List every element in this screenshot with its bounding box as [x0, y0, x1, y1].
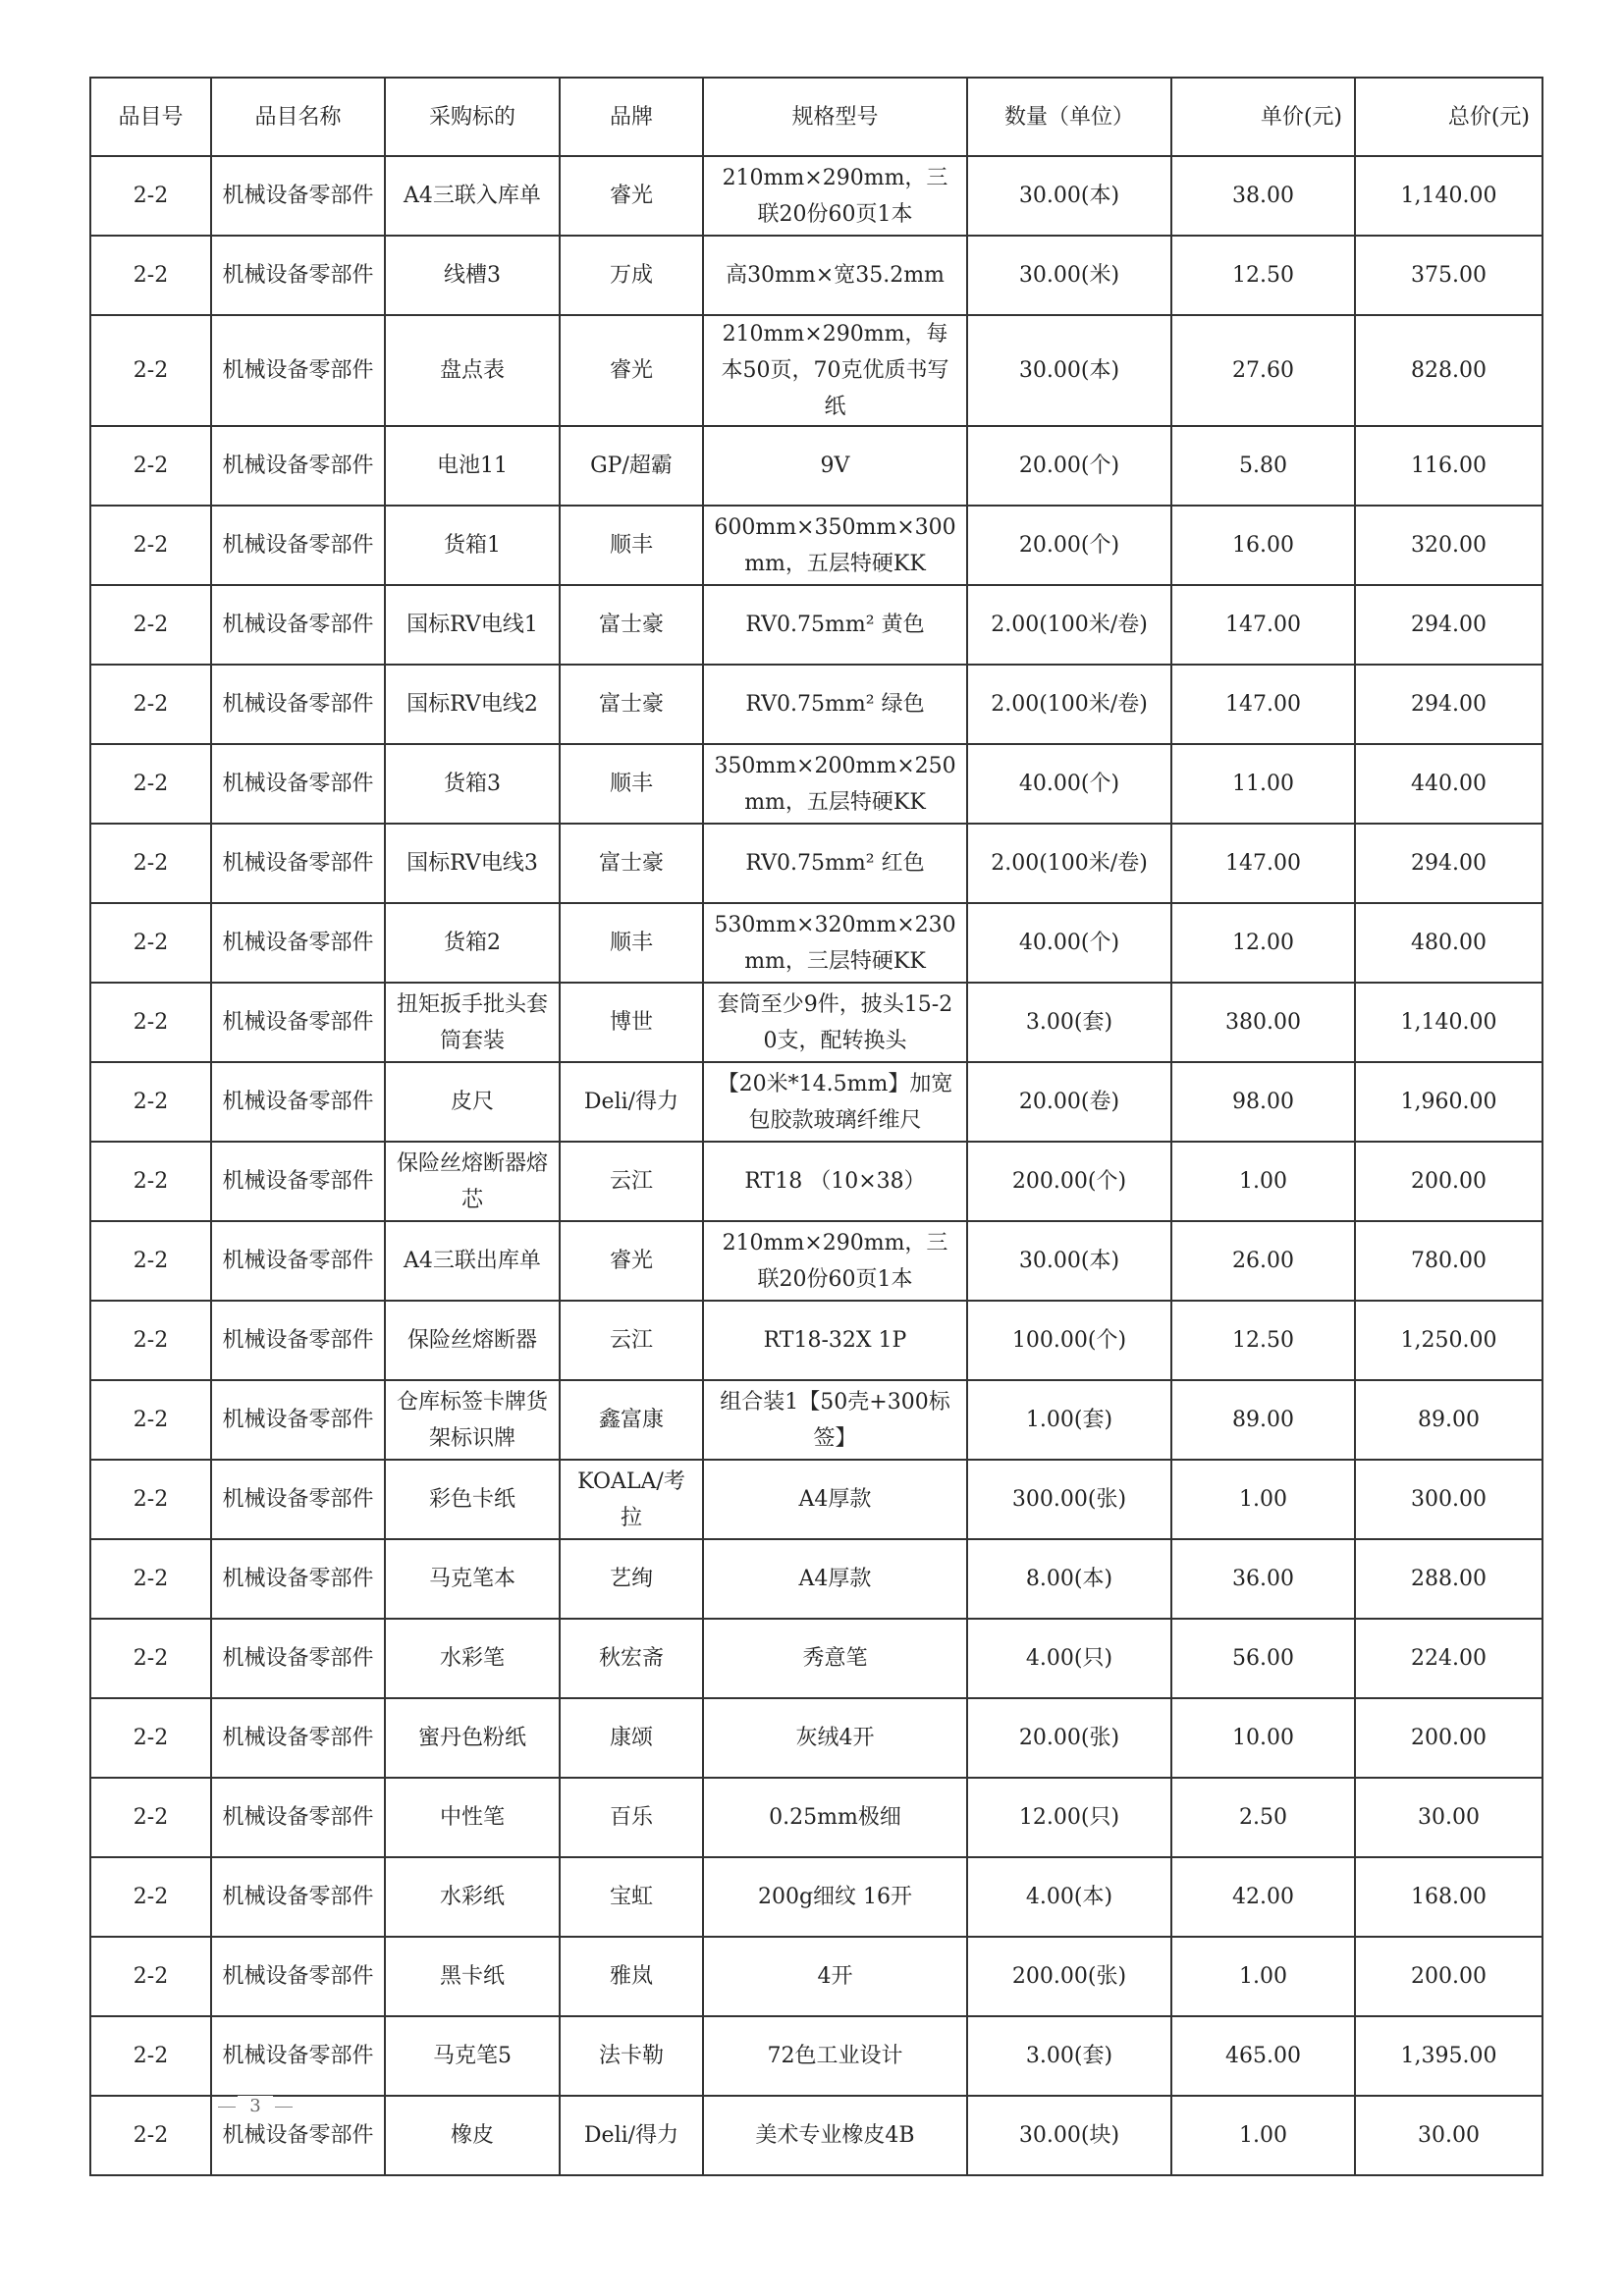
cell-purchase-item: 黑卡纸: [385, 1937, 560, 2016]
cell-total-price: 30.00: [1355, 2096, 1542, 2175]
cell-unit-price: 89.00: [1171, 1380, 1355, 1460]
header-item-category: 品目名称: [211, 78, 385, 156]
cell-purchase-item: 马克笔5: [385, 2016, 560, 2096]
cell-purchase-item: 仓库标签卡牌货架标识牌: [385, 1380, 560, 1460]
cell-brand: 万成: [560, 236, 703, 315]
table-row: [90, 1380, 1542, 1460]
cell-item-category: 机械设备零部件: [211, 1698, 385, 1778]
cell-item-category: 机械设备零部件: [211, 2016, 385, 2096]
cell-purchase-item: 保险丝熔断器: [385, 1301, 560, 1380]
cell-purchase-item: 水彩笔: [385, 1619, 560, 1698]
cell-purchase-item: 国标RV电线1: [385, 585, 560, 665]
cell-brand: 富士豪: [560, 665, 703, 744]
cell-item-category: 机械设备零部件: [211, 983, 385, 1062]
cell-item-code: 2-2: [90, 1301, 211, 1380]
cell-quantity: 200.00(张): [967, 1937, 1171, 2016]
cell-total-price: 200.00: [1355, 1937, 1542, 2016]
cell-total-price: 440.00: [1355, 744, 1542, 824]
cell-total-price: 1,960.00: [1355, 1062, 1542, 1142]
table-row: [90, 1142, 1542, 1221]
cell-brand: 雅岚: [560, 1937, 703, 2016]
cell-unit-price: 380.00: [1171, 983, 1355, 1062]
cell-total-price: 200.00: [1355, 1698, 1542, 1778]
cell-spec: 600mm×350mm×300mm，五层特硬KK: [703, 506, 967, 585]
table-row: [90, 903, 1542, 983]
procurement-table: [89, 77, 1543, 2176]
cell-brand: 云江: [560, 1301, 703, 1380]
table-row: [90, 236, 1542, 315]
cell-unit-price: 12.00: [1171, 903, 1355, 983]
cell-item-code: 2-2: [90, 156, 211, 236]
cell-unit-price: 147.00: [1171, 665, 1355, 744]
cell-spec: 72色工业设计: [703, 2016, 967, 2096]
cell-item-code: 2-2: [90, 1460, 211, 1539]
table-row: [90, 1460, 1542, 1539]
cell-brand: 艺绚: [560, 1539, 703, 1619]
cell-total-price: 288.00: [1355, 1539, 1542, 1619]
cell-spec: A4厚款: [703, 1460, 967, 1539]
cell-item-category: 机械设备零部件: [211, 1142, 385, 1221]
cell-quantity: 30.00(块): [967, 2096, 1171, 2175]
cell-quantity: 40.00(个): [967, 744, 1171, 824]
cell-spec: 灰绒4开: [703, 1698, 967, 1778]
cell-unit-price: 1.00: [1171, 1460, 1355, 1539]
table-row: [90, 156, 1542, 236]
cell-unit-price: 42.00: [1171, 1857, 1355, 1937]
table-row: [90, 824, 1542, 903]
cell-brand: 睿光: [560, 1221, 703, 1301]
cell-item-code: 2-2: [90, 1380, 211, 1460]
cell-item-code: 2-2: [90, 1142, 211, 1221]
header-spec: 规格型号: [703, 78, 967, 156]
cell-unit-price: 1.00: [1171, 2096, 1355, 2175]
cell-purchase-item: 国标RV电线3: [385, 824, 560, 903]
cell-unit-price: 36.00: [1171, 1539, 1355, 1619]
cell-spec: 200g细纹 16开: [703, 1857, 967, 1937]
cell-item-category: 机械设备零部件: [211, 585, 385, 665]
table-row: [90, 506, 1542, 585]
cell-unit-price: 147.00: [1171, 585, 1355, 665]
cell-item-code: 2-2: [90, 665, 211, 744]
table-row: [90, 1221, 1542, 1301]
cell-spec: RV0.75mm² 红色: [703, 824, 967, 903]
cell-unit-price: 2.50: [1171, 1778, 1355, 1857]
cell-spec: 套筒至少9件，披头15-20支，配转换头: [703, 983, 967, 1062]
header-row: [90, 78, 1542, 156]
header-total-price: 总价(元): [1355, 78, 1542, 156]
cell-total-price: 30.00: [1355, 1778, 1542, 1857]
cell-spec: 秀意笔: [703, 1619, 967, 1698]
cell-brand: 鑫富康: [560, 1380, 703, 1460]
cell-spec: 530mm×320mm×230mm，三层特硬KK: [703, 903, 967, 983]
cell-total-price: 828.00: [1355, 315, 1542, 426]
cell-item-code: 2-2: [90, 506, 211, 585]
cell-purchase-item: 电池11: [385, 426, 560, 506]
cell-item-code: 2-2: [90, 426, 211, 506]
cell-total-price: 1,395.00: [1355, 2016, 1542, 2096]
cell-quantity: 3.00(套): [967, 2016, 1171, 2096]
cell-purchase-item: 国标RV电线2: [385, 665, 560, 744]
cell-quantity: 2.00(100米/卷): [967, 824, 1171, 903]
cell-spec: 0.25mm极细: [703, 1778, 967, 1857]
cell-unit-price: 5.80: [1171, 426, 1355, 506]
cell-brand: GP/超霸: [560, 426, 703, 506]
cell-unit-price: 56.00: [1171, 1619, 1355, 1698]
cell-item-category: 机械设备零部件: [211, 1539, 385, 1619]
table-row: [90, 1937, 1542, 2016]
table-row: [90, 1301, 1542, 1380]
header-unit-price: 单价(元): [1171, 78, 1355, 156]
cell-quantity: 8.00(本): [967, 1539, 1171, 1619]
header-item-code: 品目号: [90, 78, 211, 156]
cell-total-price: 116.00: [1355, 426, 1542, 506]
cell-item-code: 2-2: [90, 824, 211, 903]
cell-quantity: 20.00(个): [967, 426, 1171, 506]
header-purchase-item: 采购标的: [385, 78, 560, 156]
cell-item-category: 机械设备零部件: [211, 744, 385, 824]
cell-quantity: 4.00(只): [967, 1619, 1171, 1698]
cell-unit-price: 147.00: [1171, 824, 1355, 903]
cell-spec: RT18-32X 1P: [703, 1301, 967, 1380]
cell-item-code: 2-2: [90, 236, 211, 315]
cell-item-category: 机械设备零部件: [211, 1062, 385, 1142]
cell-item-code: 2-2: [90, 1778, 211, 1857]
cell-brand: 康颂: [560, 1698, 703, 1778]
cell-total-price: 375.00: [1355, 236, 1542, 315]
cell-item-category: 机械设备零部件: [211, 1460, 385, 1539]
cell-item-category: 机械设备零部件: [211, 1937, 385, 2016]
cell-brand: KOALA/考拉: [560, 1460, 703, 1539]
cell-brand: 宝虹: [560, 1857, 703, 1937]
cell-unit-price: 98.00: [1171, 1062, 1355, 1142]
table-row: [90, 983, 1542, 1062]
cell-item-category: 机械设备零部件: [211, 426, 385, 506]
cell-quantity: 20.00(卷): [967, 1062, 1171, 1142]
cell-item-category: 机械设备零部件: [211, 1619, 385, 1698]
cell-item-category: 机械设备零部件: [211, 1380, 385, 1460]
cell-item-code: 2-2: [90, 2096, 211, 2175]
cell-item-category: 机械设备零部件: [211, 665, 385, 744]
cell-brand: 顺丰: [560, 903, 703, 983]
cell-quantity: 20.00(个): [967, 506, 1171, 585]
cell-total-price: 1,140.00: [1355, 983, 1542, 1062]
cell-spec: 210mm×290mm，三联20份60页1本: [703, 156, 967, 236]
table-row: [90, 1619, 1542, 1698]
cell-item-code: 2-2: [90, 903, 211, 983]
cell-item-code: 2-2: [90, 1857, 211, 1937]
cell-total-price: 300.00: [1355, 1460, 1542, 1539]
cell-quantity: 40.00(个): [967, 903, 1171, 983]
cell-spec: 【20米*14.5mm】加宽包胶款玻璃纤维尺: [703, 1062, 967, 1142]
cell-item-code: 2-2: [90, 315, 211, 426]
cell-item-category: 机械设备零部件: [211, 236, 385, 315]
cell-item-category: 机械设备零部件: [211, 1778, 385, 1857]
cell-quantity: 30.00(本): [967, 156, 1171, 236]
cell-item-category: 机械设备零部件: [211, 824, 385, 903]
cell-total-price: 89.00: [1355, 1380, 1542, 1460]
cell-brand: 秋宏斋: [560, 1619, 703, 1698]
cell-unit-price: 16.00: [1171, 506, 1355, 585]
cell-brand: 富士豪: [560, 824, 703, 903]
cell-brand: 百乐: [560, 1778, 703, 1857]
cell-unit-price: 27.60: [1171, 315, 1355, 426]
cell-item-code: 2-2: [90, 1221, 211, 1301]
cell-quantity: 200.00(个): [967, 1142, 1171, 1221]
cell-item-code: 2-2: [90, 1698, 211, 1778]
cell-unit-price: 38.00: [1171, 156, 1355, 236]
table-row: [90, 1698, 1542, 1778]
cell-total-price: 294.00: [1355, 585, 1542, 665]
cell-spec: 高30mm×宽35.2mm: [703, 236, 967, 315]
cell-item-code: 2-2: [90, 2016, 211, 2096]
cell-item-code: 2-2: [90, 1619, 211, 1698]
cell-quantity: 1.00(套): [967, 1380, 1171, 1460]
cell-purchase-item: 水彩纸: [385, 1857, 560, 1937]
cell-quantity: 30.00(本): [967, 1221, 1171, 1301]
cell-unit-price: 10.00: [1171, 1698, 1355, 1778]
cell-spec: 组合装1【50壳+300标签】: [703, 1380, 967, 1460]
header-quantity: 数量（单位）: [967, 78, 1171, 156]
cell-spec: 350mm×200mm×250mm，五层特硬KK: [703, 744, 967, 824]
cell-brand: 富士豪: [560, 585, 703, 665]
cell-unit-price: 12.50: [1171, 236, 1355, 315]
cell-total-price: 168.00: [1355, 1857, 1542, 1937]
cell-purchase-item: 货箱1: [385, 506, 560, 585]
cell-total-price: 480.00: [1355, 903, 1542, 983]
cell-brand: 睿光: [560, 315, 703, 426]
cell-total-price: 294.00: [1355, 824, 1542, 903]
cell-total-price: 294.00: [1355, 665, 1542, 744]
cell-purchase-item: 盘点表: [385, 315, 560, 426]
table-row: [90, 744, 1542, 824]
table-row: [90, 1539, 1542, 1619]
cell-total-price: 200.00: [1355, 1142, 1542, 1221]
cell-item-category: 机械设备零部件: [211, 1857, 385, 1937]
cell-unit-price: 1.00: [1171, 1937, 1355, 2016]
cell-purchase-item: 保险丝熔断器熔芯: [385, 1142, 560, 1221]
page-number: 3: [238, 2096, 273, 2117]
cell-quantity: 100.00(个): [967, 1301, 1171, 1380]
cell-quantity: 30.00(米): [967, 236, 1171, 315]
cell-item-code: 2-2: [90, 1062, 211, 1142]
cell-purchase-item: 皮尺: [385, 1062, 560, 1142]
cell-quantity: 2.00(100米/卷): [967, 585, 1171, 665]
table-row: [90, 585, 1542, 665]
table-row: [90, 2016, 1542, 2096]
cell-purchase-item: 货箱2: [385, 903, 560, 983]
cell-brand: 顺丰: [560, 744, 703, 824]
cell-spec: 210mm×290mm，每本50页，70克优质书写纸: [703, 315, 967, 426]
cell-brand: Deli/得力: [560, 2096, 703, 2175]
table-body: [90, 156, 1542, 2175]
cell-item-category: 机械设备零部件: [211, 1221, 385, 1301]
cell-brand: 博世: [560, 983, 703, 1062]
cell-item-code: 2-2: [90, 983, 211, 1062]
cell-item-category: 机械设备零部件: [211, 2096, 385, 2175]
table-row: [90, 2096, 1542, 2175]
cell-item-category: 机械设备零部件: [211, 903, 385, 983]
cell-total-price: 1,140.00: [1355, 156, 1542, 236]
cell-total-price: 1,250.00: [1355, 1301, 1542, 1380]
header-brand: 品牌: [560, 78, 703, 156]
table-row: [90, 665, 1542, 744]
table-row: [90, 1062, 1542, 1142]
cell-unit-price: 465.00: [1171, 2016, 1355, 2096]
cell-quantity: 4.00(本): [967, 1857, 1171, 1937]
cell-quantity: 12.00(只): [967, 1778, 1171, 1857]
cell-quantity: 20.00(张): [967, 1698, 1171, 1778]
cell-purchase-item: 货箱3: [385, 744, 560, 824]
cell-brand: 顺丰: [560, 506, 703, 585]
cell-purchase-item: 彩色卡纸: [385, 1460, 560, 1539]
cell-purchase-item: 橡皮: [385, 2096, 560, 2175]
cell-brand: Deli/得力: [560, 1062, 703, 1142]
cell-purchase-item: A4三联出库单: [385, 1221, 560, 1301]
cell-spec: 美术专业橡皮4B: [703, 2096, 967, 2175]
cell-spec: 9V: [703, 426, 967, 506]
cell-quantity: 30.00(本): [967, 315, 1171, 426]
cell-spec: RV0.75mm² 黄色: [703, 585, 967, 665]
cell-quantity: 3.00(套): [967, 983, 1171, 1062]
cell-item-category: 机械设备零部件: [211, 1301, 385, 1380]
cell-purchase-item: 中性笔: [385, 1778, 560, 1857]
cell-quantity: 2.00(100米/卷): [967, 665, 1171, 744]
table-row: [90, 315, 1542, 426]
cell-purchase-item: 马克笔本: [385, 1539, 560, 1619]
cell-brand: 云江: [560, 1142, 703, 1221]
cell-item-category: 机械设备零部件: [211, 315, 385, 426]
table-row: [90, 1778, 1542, 1857]
cell-spec: A4厚款: [703, 1539, 967, 1619]
cell-total-price: 224.00: [1355, 1619, 1542, 1698]
cell-purchase-item: 扭矩扳手批头套筒套装: [385, 983, 560, 1062]
cell-item-code: 2-2: [90, 585, 211, 665]
cell-purchase-item: A4三联入库单: [385, 156, 560, 236]
cell-unit-price: 11.00: [1171, 744, 1355, 824]
cell-spec: 4开: [703, 1937, 967, 2016]
cell-purchase-item: 线槽3: [385, 236, 560, 315]
cell-spec: RT18 （10×38）: [703, 1142, 967, 1221]
table-row: [90, 1857, 1542, 1937]
cell-item-code: 2-2: [90, 744, 211, 824]
cell-brand: 法卡勒: [560, 2016, 703, 2096]
cell-spec: 210mm×290mm，三联20份60页1本: [703, 1221, 967, 1301]
cell-item-code: 2-2: [90, 1937, 211, 2016]
cell-unit-price: 12.50: [1171, 1301, 1355, 1380]
cell-total-price: 320.00: [1355, 506, 1542, 585]
cell-item-category: 机械设备零部件: [211, 506, 385, 585]
table-row: [90, 426, 1542, 506]
cell-spec: RV0.75mm² 绿色: [703, 665, 967, 744]
cell-unit-price: 26.00: [1171, 1221, 1355, 1301]
cell-item-code: 2-2: [90, 1539, 211, 1619]
cell-item-category: 机械设备零部件: [211, 156, 385, 236]
cell-unit-price: 1.00: [1171, 1142, 1355, 1221]
cell-brand: 睿光: [560, 156, 703, 236]
cell-purchase-item: 蜜丹色粉纸: [385, 1698, 560, 1778]
table-header: [90, 78, 1542, 156]
cell-quantity: 300.00(张): [967, 1460, 1171, 1539]
cell-total-price: 780.00: [1355, 1221, 1542, 1301]
